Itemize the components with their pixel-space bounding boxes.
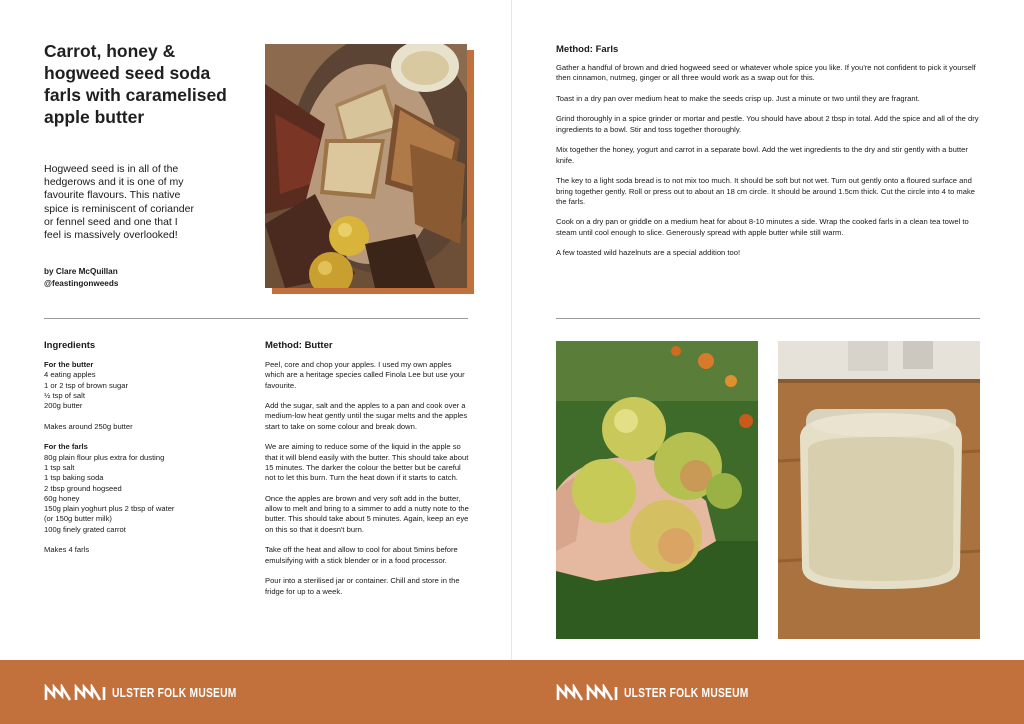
method-step: Peel, core and chop your apples. I used my own apples which are a heritage species called Finola Lee but use your favourite. bbox=[265, 360, 465, 390]
museum-logo-icon bbox=[44, 684, 106, 702]
method-step: Gather a handful of brown and dried hogweed seed or whatever whole spice you like. If you're not confident to pick it yourself then cinnamon, nutmeg, ginger or all three would work as a swap out for this. bbox=[556, 63, 976, 83]
museum-logo-icon bbox=[556, 684, 618, 702]
section-divider bbox=[44, 318, 468, 319]
museum-name: ULSTER FOLK MUSEUM bbox=[624, 686, 749, 700]
footer bbox=[512, 660, 1024, 724]
method-step: Take off the heat and allow to cool for about 5mins before emulsifying with a stick blender or in a food processor. bbox=[265, 545, 458, 565]
ingredient-group bbox=[44, 442, 244, 535]
museum-logo bbox=[556, 684, 776, 702]
author-handle: @feastingonweeds bbox=[44, 279, 119, 288]
ingredients-list bbox=[44, 360, 244, 566]
method-step: Mix together the honey, yogurt and carrot in a separate bowl. Add the wet ingredients to the dry and stir gently with a butter knife. bbox=[556, 145, 968, 165]
ingredient-item: 200g butter bbox=[44, 401, 83, 411]
ingredient-item: 1 tsp baking soda bbox=[44, 473, 104, 483]
method-butter-steps bbox=[265, 360, 471, 607]
ingredient-item: 1 tsp salt bbox=[44, 462, 75, 472]
ingredient-item: 80g plain flour plus extra for dusting bbox=[44, 452, 165, 462]
ingredient-item: 150g plain yoghurt plus 2 tbsp of water bbox=[44, 504, 175, 514]
method-step: Toast in a dry pan over medium heat to make the seeds crisp up. Just a minute or two until they are fragrant. bbox=[556, 93, 920, 103]
ingredient-group-title: For the butter bbox=[44, 360, 94, 369]
museum-logo bbox=[44, 684, 264, 702]
ingredient-item: 60g honey bbox=[44, 493, 80, 503]
method-step: The key to a light soda bread is to not mix too much. It should be soft but not wet. Turn out gently onto a floured surface and bring together gently. Roll or press out to about an 18 cm circle. It should be around 1.5cm thick. Cut the circle into 4 to make the farls. bbox=[556, 176, 975, 206]
method-step: A few toasted wild hazelnuts are a special addition too! bbox=[556, 248, 741, 258]
apples-in-hand-photo bbox=[556, 341, 758, 639]
ingredient-item: (or 150g butter milk) bbox=[44, 514, 112, 524]
method-step: Once the apples are brown and very soft add in the butter, allow to melt and bring to a simmer to add a nutty note to the butter. This should take about 5 minutes. Again, keep an eye on this so that it doesn't burn. bbox=[265, 493, 469, 534]
author-name: by Clare McQuillan bbox=[44, 267, 118, 276]
method-step: Add the sugar, salt and the apples to a pan and cook over a medium-low heat gently until the sugar melts and the apples start to take on some colour and break down. bbox=[265, 401, 468, 431]
farls-photo bbox=[265, 44, 467, 288]
method-step: We are aiming to reduce some of the liquid in the apple so that it will blend easily with the butter. This should take about 15 minutes. The darker the colour the better but be careful not to let this burn. Turn the heat down if it starts to catch. bbox=[265, 442, 469, 483]
ingredient-item: 100g finely grated carrot bbox=[44, 524, 126, 534]
method-step: Pour into a sterilised jar or container. Chill and store in the fridge for up to a week. bbox=[265, 576, 460, 596]
recipe-intro: Hogweed seed is in all of the hedgerows and it is one of my favourite flavours. This native spice is reminiscent of coriander or fennel seed and one that I feel is massively overlooked! bbox=[44, 163, 194, 242]
method-butter-heading: Method: Butter bbox=[265, 340, 333, 351]
yield-note: Makes around 250g butter bbox=[44, 421, 133, 431]
yield-note: Makes 4 farls bbox=[44, 545, 90, 555]
ingredient-item: 4 eating apples bbox=[44, 370, 96, 380]
section-divider bbox=[556, 318, 980, 319]
method-step: Grind thoroughly in a spice grinder or mortar and pestle. You should have about 2 tbsp in total. Add the spice and all of the dry ingredients to a bowl. Stir and toss together thoroughly. bbox=[556, 114, 979, 134]
byline bbox=[44, 266, 118, 290]
ingredient-item: ½ tsp of salt bbox=[44, 390, 85, 400]
ingredient-item: 1 or 2 tsp of brown sugar bbox=[44, 380, 128, 390]
ingredient-item: 2 tbsp ground hogseed bbox=[44, 483, 122, 493]
right-page bbox=[512, 0, 1024, 724]
method-farls-steps bbox=[556, 63, 982, 269]
method-step: Cook on a dry pan or griddle on a medium heat for about 8-10 minutes a side. Wrap the cooked farls in a clean tea towel to steam until cool enough to slice. Generously spread with apple butter while still warm. bbox=[556, 217, 969, 237]
ingredients-heading: Ingredients bbox=[44, 340, 96, 351]
museum-name: ULSTER FOLK MUSEUM bbox=[112, 686, 237, 700]
footer bbox=[0, 660, 512, 724]
apple-butter-jar-photo bbox=[778, 341, 980, 639]
method-farls-heading: Method: Farls bbox=[556, 44, 619, 55]
ingredient-group-title: For the farls bbox=[44, 442, 88, 452]
ingredient-group bbox=[44, 360, 244, 411]
recipe-title: Carrot, honey & hogweed seed soda farls with caramelised apple butter bbox=[44, 41, 227, 127]
